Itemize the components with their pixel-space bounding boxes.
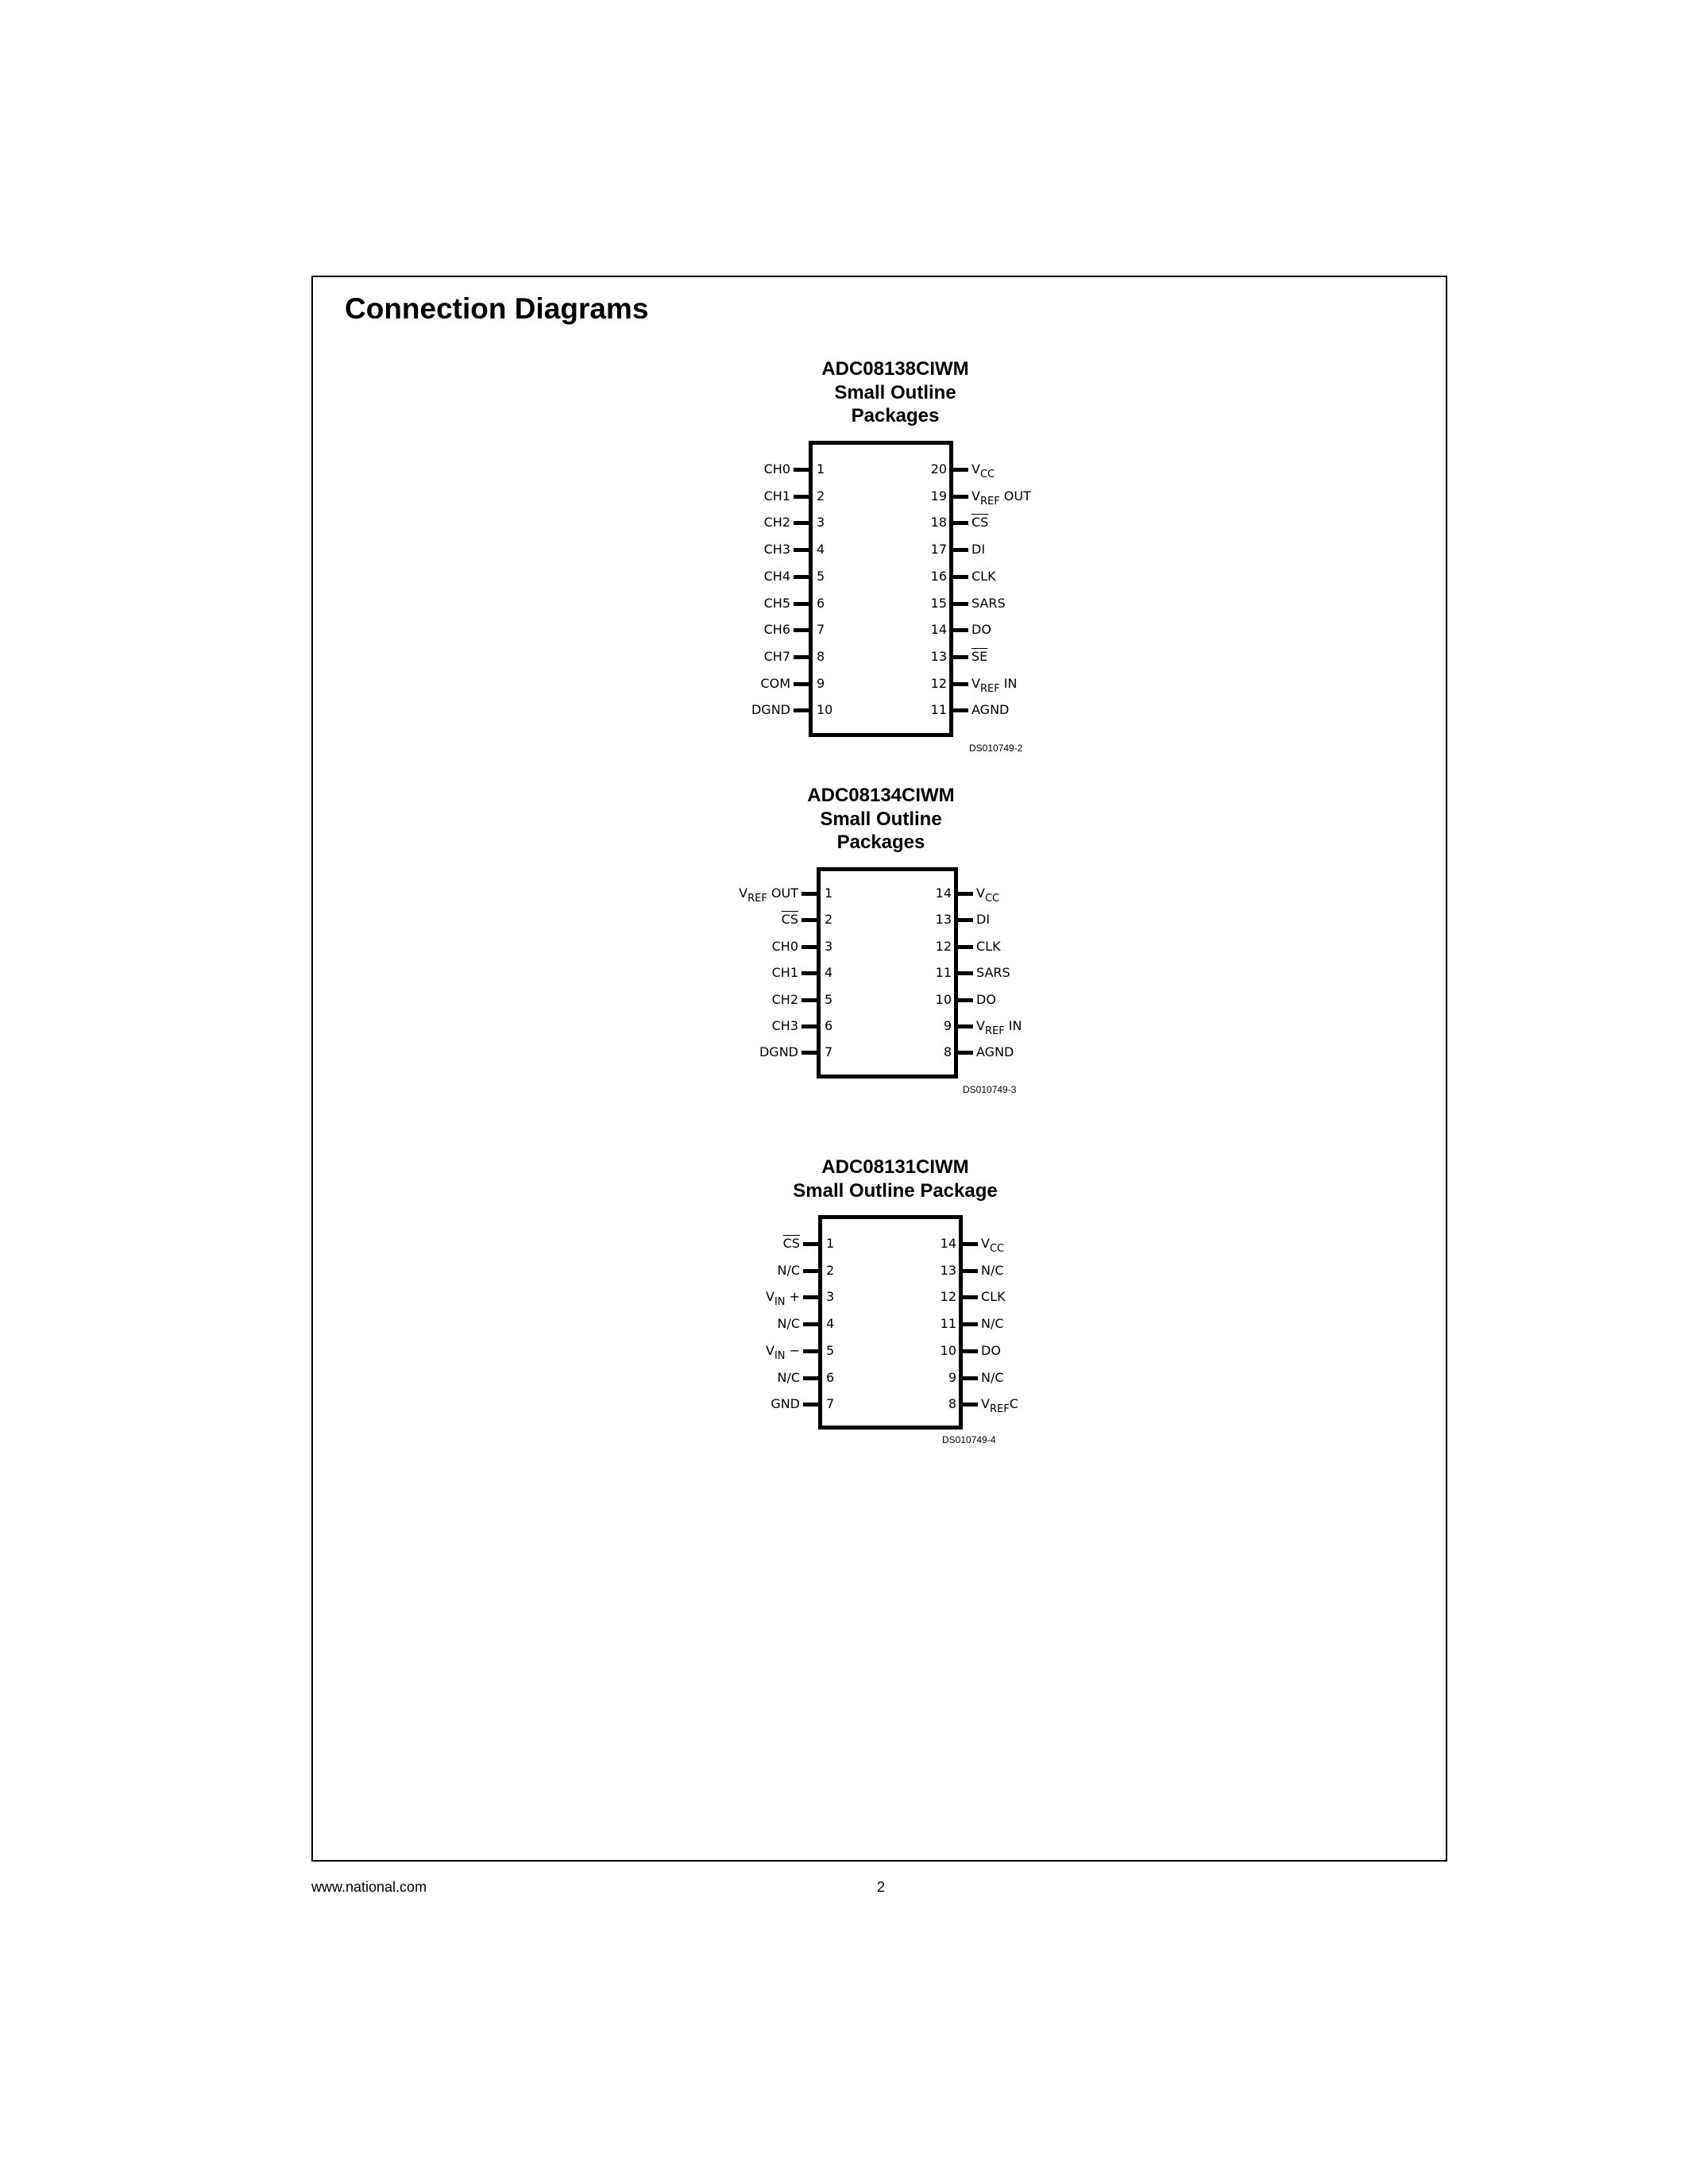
pin-label: $\overline{CS}$ — [971, 515, 989, 531]
package-title — [657, 357, 1134, 428]
figure-id: DS010749-3 — [963, 1084, 1017, 1095]
pin-number: 12 — [940, 1289, 956, 1305]
pin-number: 2 — [826, 1262, 835, 1278]
pin-label: DO — [981, 1342, 1001, 1358]
pin-lead — [794, 495, 809, 499]
pin-number: 15 — [930, 595, 947, 611]
pin-lead — [963, 1376, 978, 1380]
package-title-line: Small Outline — [834, 381, 956, 403]
ic-package-outline — [809, 441, 953, 737]
package-title-line: ADC08131CIWM — [821, 1156, 969, 1178]
pin-label: CH4 — [763, 568, 790, 584]
pin-lead — [803, 1269, 818, 1273]
pin-label: CH1 — [771, 965, 798, 981]
pin-lead — [953, 655, 968, 659]
pin-label: CH1 — [763, 488, 790, 504]
pin-lead — [802, 1051, 817, 1055]
pin-number: 7 — [817, 622, 825, 638]
pin-label: GND — [771, 1396, 800, 1412]
pin-label: $V_{REF}$ IN — [976, 1018, 1022, 1037]
pin-number: 11 — [935, 965, 952, 981]
pin-lead — [963, 1403, 978, 1406]
pin-number: 10 — [817, 702, 833, 718]
pin-label: $V_{CC}$ — [976, 886, 1000, 905]
pin-lead — [958, 998, 973, 1002]
pin-number: 6 — [826, 1369, 835, 1385]
pin-lead — [958, 1024, 973, 1028]
pin-number: 6 — [817, 595, 825, 611]
pin-label: AGND — [976, 1044, 1014, 1060]
pin-lead — [803, 1376, 818, 1380]
pin-number: 8 — [817, 648, 825, 664]
package-title — [657, 1156, 1134, 1202]
pin-label: $V_{REF}$ OUT — [971, 488, 1031, 507]
pin-label: CH3 — [763, 542, 790, 558]
pin-label: CH7 — [763, 648, 790, 664]
pin-lead — [794, 602, 809, 606]
pin-lead — [794, 521, 809, 525]
pin-lead — [958, 945, 973, 949]
pin-number: 13 — [940, 1262, 956, 1278]
pin-label: CLK — [976, 938, 1001, 954]
pin-label: SARS — [971, 595, 1006, 611]
pin-label: $V_{REF}C$ — [981, 1396, 1018, 1416]
pin-number: 4 — [825, 965, 833, 981]
pin-label: N/C — [981, 1262, 1004, 1278]
pin-number: 3 — [817, 515, 825, 531]
pin-number: 13 — [930, 648, 947, 664]
pin-number: 9 — [948, 1369, 956, 1385]
pin-lead — [953, 548, 968, 552]
pin-number: 2 — [825, 912, 833, 928]
pin-label: DI — [976, 912, 991, 928]
pin-label: CLK — [971, 568, 996, 584]
pin-lead — [953, 495, 968, 499]
pin-label: N/C — [981, 1369, 1004, 1385]
pin-label: $V_{REF}$ IN — [971, 675, 1018, 695]
pin-lead — [794, 628, 809, 632]
pin-number: 16 — [930, 568, 947, 584]
pin-lead — [802, 945, 817, 949]
pin-number: 5 — [825, 991, 833, 1007]
pin-lead — [958, 971, 973, 975]
pin-number: 7 — [825, 1044, 833, 1060]
pin-lead — [963, 1349, 978, 1353]
pin-label: CH5 — [763, 595, 790, 611]
pin-number: 8 — [943, 1044, 952, 1060]
pin-lead — [963, 1269, 978, 1273]
pin-number: 1 — [817, 461, 825, 477]
pin-lead — [963, 1295, 978, 1299]
pin-number: 5 — [817, 568, 825, 584]
section-title: Connection Diagrams — [345, 292, 649, 325]
pin-lead — [794, 708, 809, 712]
page-number: 2 — [877, 1879, 886, 1895]
pin-number: 1 — [826, 1236, 835, 1251]
pin-lead — [958, 892, 973, 896]
pin-number: 20 — [930, 461, 947, 477]
pin-number: 8 — [948, 1396, 956, 1412]
pin-label: SARS — [976, 965, 1010, 981]
pin-number: 7 — [826, 1396, 835, 1412]
package-title-line: Packages — [851, 405, 940, 426]
pin-lead — [794, 655, 809, 659]
pin-number: 14 — [930, 622, 947, 638]
pin-lead — [802, 892, 817, 896]
package-title-line: Packages — [836, 832, 925, 853]
pin-number: 11 — [940, 1316, 956, 1332]
package-title-line: Small Outline Package — [793, 1179, 998, 1202]
package-title-line: ADC08138CIWM — [821, 358, 969, 380]
pin-lead — [953, 628, 968, 632]
pin-number: 9 — [943, 1018, 952, 1033]
pin-lead — [953, 468, 968, 472]
pin-lead — [802, 1024, 817, 1028]
pin-lead — [953, 521, 968, 525]
pin-number: 6 — [825, 1018, 833, 1033]
pin-lead — [958, 918, 973, 922]
package-title-line: ADC08134CIWM — [807, 785, 955, 806]
pin-label: $V_{IN}$ − — [765, 1342, 800, 1362]
pin-lead — [794, 548, 809, 552]
pin-number: 4 — [817, 542, 825, 558]
pin-lead — [803, 1322, 818, 1326]
pin-label: CH6 — [763, 622, 790, 638]
pin-number: 13 — [935, 912, 952, 928]
pin-number: 11 — [930, 702, 947, 718]
pin-number: 10 — [935, 991, 952, 1007]
pin-number: 14 — [940, 1236, 956, 1251]
pin-label: $\overline{CS}$ — [781, 912, 798, 928]
pin-lead — [802, 971, 817, 975]
pin-lead — [958, 1051, 973, 1055]
pin-label: $V_{CC}$ — [971, 461, 995, 480]
pin-number: 14 — [935, 886, 952, 901]
pin-label: CH2 — [771, 991, 798, 1007]
pin-lead — [794, 575, 809, 579]
pin-label: DO — [971, 622, 991, 638]
pin-lead — [794, 682, 809, 686]
pin-label: CH0 — [771, 938, 798, 954]
pin-label: $V_{CC}$ — [981, 1236, 1005, 1255]
footer-url[interactable]: www.national.com — [311, 1879, 427, 1895]
pin-label: $V_{REF}$ OUT — [739, 886, 798, 905]
pin-lead — [803, 1349, 818, 1353]
pin-label: DI — [971, 542, 986, 558]
pin-lead — [963, 1322, 978, 1326]
pin-lead — [803, 1403, 818, 1406]
pin-label: $\overline{CS}$ — [782, 1236, 800, 1251]
pin-label: DO — [976, 991, 996, 1007]
pin-label: CLK — [981, 1289, 1006, 1305]
pin-label: CH2 — [763, 515, 790, 531]
package-title — [643, 784, 1119, 855]
pin-label: DGND — [751, 702, 790, 718]
pin-label: COM — [760, 675, 790, 691]
pin-label: CH0 — [763, 461, 790, 477]
pin-label: AGND — [971, 702, 1010, 718]
pin-lead — [794, 468, 809, 472]
pin-number: 19 — [930, 488, 947, 504]
figure-id: DS010749-4 — [942, 1434, 996, 1445]
pin-number: 12 — [930, 675, 947, 691]
pin-number: 10 — [940, 1342, 956, 1358]
pin-lead — [802, 998, 817, 1002]
pin-label: $\overline{SE}$ — [971, 648, 988, 664]
pin-label: N/C — [777, 1262, 800, 1278]
pin-number: 4 — [826, 1316, 835, 1332]
pin-lead — [953, 682, 968, 686]
pin-label: $V_{IN}$ + — [765, 1289, 800, 1309]
pin-number: 18 — [930, 515, 947, 531]
pin-lead — [953, 708, 968, 712]
pin-number: 3 — [825, 938, 833, 954]
figure-id: DS010749-2 — [969, 743, 1023, 754]
pin-number: 3 — [826, 1289, 835, 1305]
pin-number: 5 — [826, 1342, 835, 1358]
pin-number: 2 — [817, 488, 825, 504]
package-title-line: Small Outline — [820, 808, 942, 830]
pin-number: 9 — [817, 675, 825, 691]
pin-lead — [803, 1295, 818, 1299]
pin-lead — [802, 918, 817, 922]
pin-label: N/C — [777, 1316, 800, 1332]
pin-label: DGND — [759, 1044, 798, 1060]
pin-number: 12 — [935, 938, 952, 954]
pin-lead — [803, 1242, 818, 1246]
pin-lead — [953, 602, 968, 606]
pin-lead — [953, 575, 968, 579]
pin-label: N/C — [981, 1316, 1004, 1332]
pin-number: 17 — [930, 542, 947, 558]
pin-label: CH3 — [771, 1018, 798, 1033]
pin-number: 1 — [825, 886, 833, 901]
pin-label: N/C — [777, 1369, 800, 1385]
pin-lead — [963, 1242, 978, 1246]
